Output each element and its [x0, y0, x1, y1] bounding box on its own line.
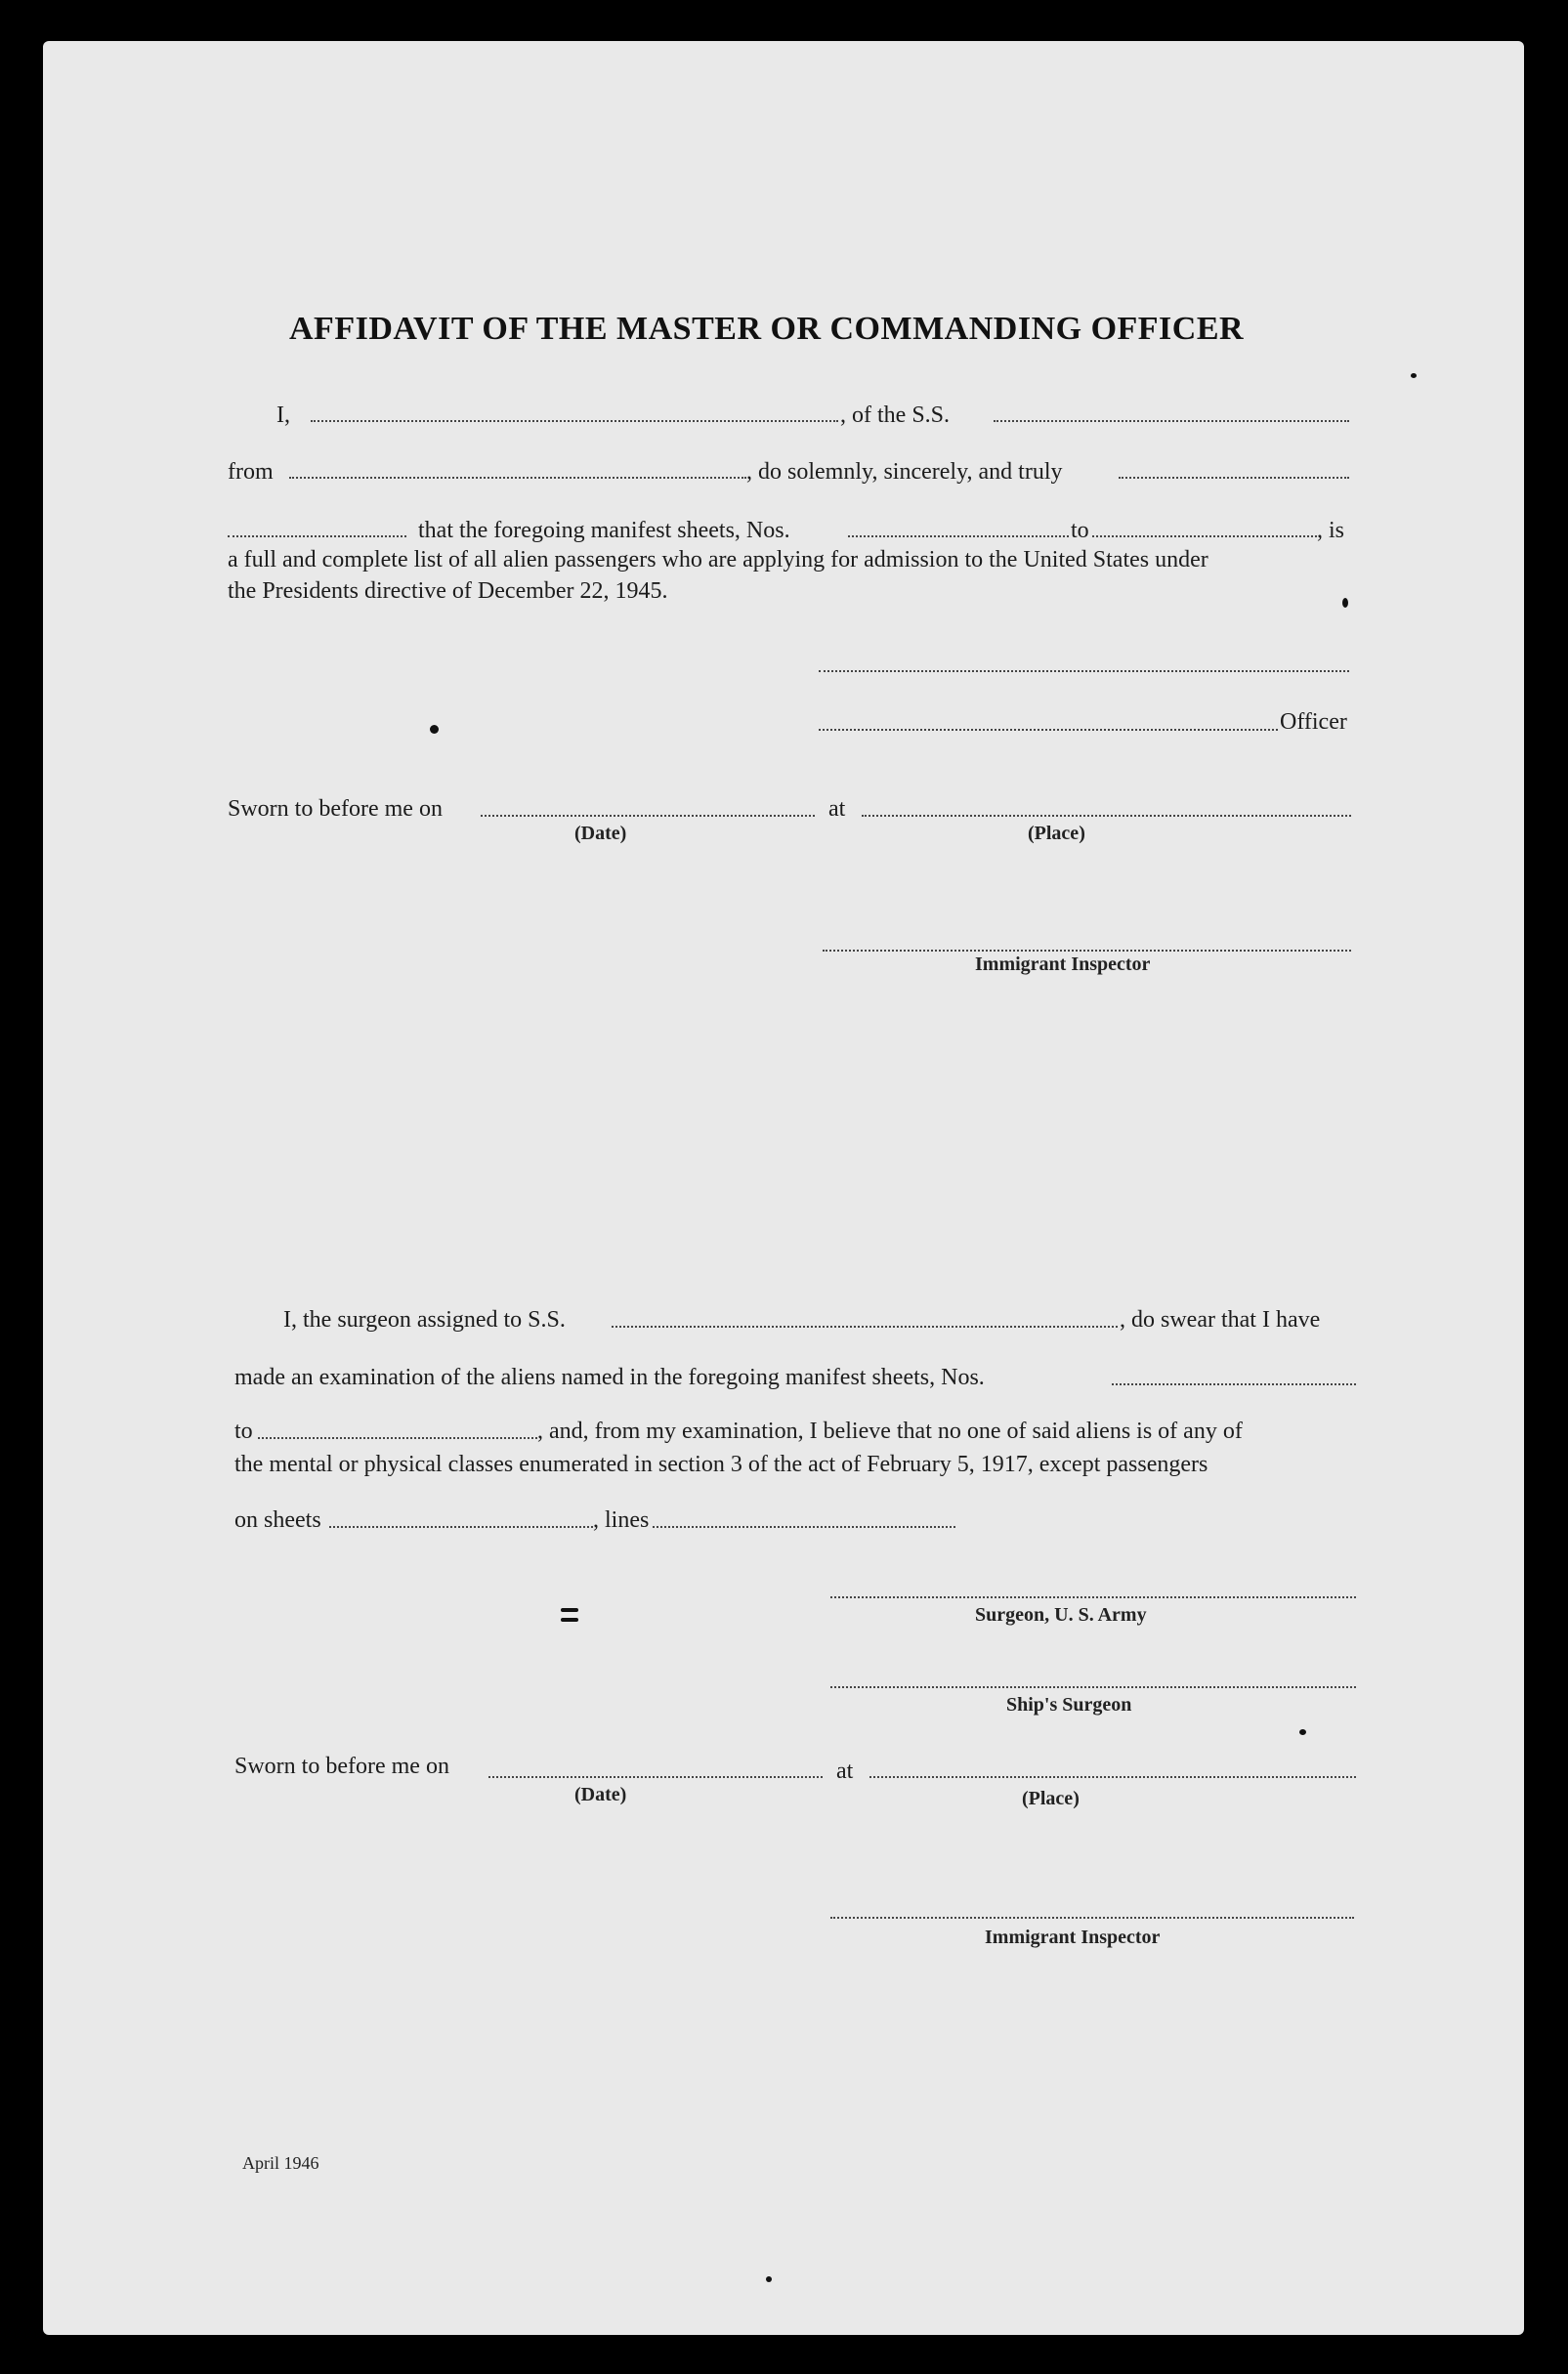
scan-speck — [561, 1618, 578, 1622]
scan-speck — [766, 2276, 772, 2282]
lines-label: , lines — [593, 1507, 650, 1533]
surgeon-intro: I, the surgeon assigned to S.S. — [283, 1307, 566, 1333]
nos-from-field[interactable] — [848, 535, 1069, 537]
from-label: from — [228, 459, 274, 485]
scan-speck — [1342, 598, 1348, 608]
sworn-place-field[interactable] — [862, 815, 1351, 817]
solemnly-text: , do solemnly, sincerely, and truly — [746, 459, 1063, 485]
inspector-signature-line[interactable] — [823, 950, 1351, 952]
exam-text: made an examination of the aliens named in the foregoing manifest sheets, Nos. — [234, 1365, 985, 1390]
army-surgeon-label: Surgeon, U. S. Army — [975, 1604, 1147, 1626]
date-caption: (Date) — [574, 823, 627, 844]
i-label: I, — [276, 403, 290, 428]
list-statement: a full and complete list of all alien passengers who are applying for admission to the United States under — [228, 547, 1208, 572]
form-title: AFFIDAVIT OF THE MASTER OR COMMANDING OFFICER — [289, 311, 1245, 347]
from-field[interactable] — [289, 477, 746, 479]
officer-signature-line[interactable] — [819, 729, 1278, 731]
surgeon-place-caption: (Place) — [1022, 1788, 1080, 1809]
surgeon-sworn-place-field[interactable] — [869, 1776, 1356, 1778]
sworn-label: Sworn to before me on — [228, 796, 443, 822]
form-date: April 1946 — [242, 2153, 319, 2173]
form-page — [43, 41, 1524, 2335]
ship-field[interactable] — [994, 420, 1349, 422]
army-surgeon-line[interactable] — [830, 1596, 1356, 1598]
ships-surgeon-label: Ship's Surgeon — [1006, 1694, 1132, 1716]
directive-statement: the Presidents directive of December 22, 1945. — [228, 578, 668, 604]
on-sheets-label: on sheets — [234, 1507, 321, 1533]
name-field[interactable] — [311, 420, 838, 422]
officer-label: Officer — [1280, 709, 1347, 735]
surgeon-inspector-line[interactable] — [830, 1917, 1354, 1919]
scan-speck — [1299, 1729, 1306, 1735]
place-caption: (Place) — [1028, 823, 1085, 844]
exam-nos-field[interactable] — [1112, 1383, 1356, 1385]
scan-speck — [561, 1608, 578, 1612]
surgeon-to-label: to — [234, 1419, 253, 1444]
sheets-field[interactable] — [329, 1526, 593, 1528]
signature-line[interactable] — [819, 670, 1349, 672]
scan-speck — [1411, 373, 1417, 378]
verb-field[interactable] — [228, 535, 406, 537]
nos-to-field[interactable] — [1092, 535, 1317, 537]
exam-to-field[interactable] — [258, 1437, 537, 1439]
surgeon-at-label: at — [836, 1759, 854, 1784]
surgeon-inspector-label: Immigrant Inspector — [985, 1927, 1161, 1948]
is-label: , is — [1317, 518, 1345, 543]
ships-surgeon-line[interactable] — [830, 1686, 1356, 1688]
swear-text: , do swear that I have — [1120, 1307, 1321, 1333]
lines-field[interactable] — [653, 1526, 955, 1528]
surgeon-sworn-label: Sworn to before me on — [234, 1754, 449, 1779]
scan-speck — [430, 725, 439, 734]
sworn-date-field[interactable] — [481, 815, 815, 817]
examination-text: , and, from my examination, I believe that no one of said aliens is of any of — [537, 1419, 1243, 1444]
at-label: at — [828, 796, 846, 822]
surgeon-ship-field[interactable] — [612, 1326, 1118, 1328]
truly-field[interactable] — [1119, 477, 1349, 479]
of-ss-label: , of the S.S. — [840, 403, 951, 428]
manifest-text: that the foregoing manifest sheets, Nos. — [418, 518, 790, 543]
classes-text: the mental or physical classes enumerated in section 3 of the act of February 5, 1917, except passengers — [234, 1452, 1208, 1477]
to-label: to — [1071, 518, 1089, 543]
surgeon-date-caption: (Date) — [574, 1784, 627, 1805]
surgeon-sworn-date-field[interactable] — [488, 1776, 823, 1778]
inspector-label: Immigrant Inspector — [975, 954, 1151, 975]
